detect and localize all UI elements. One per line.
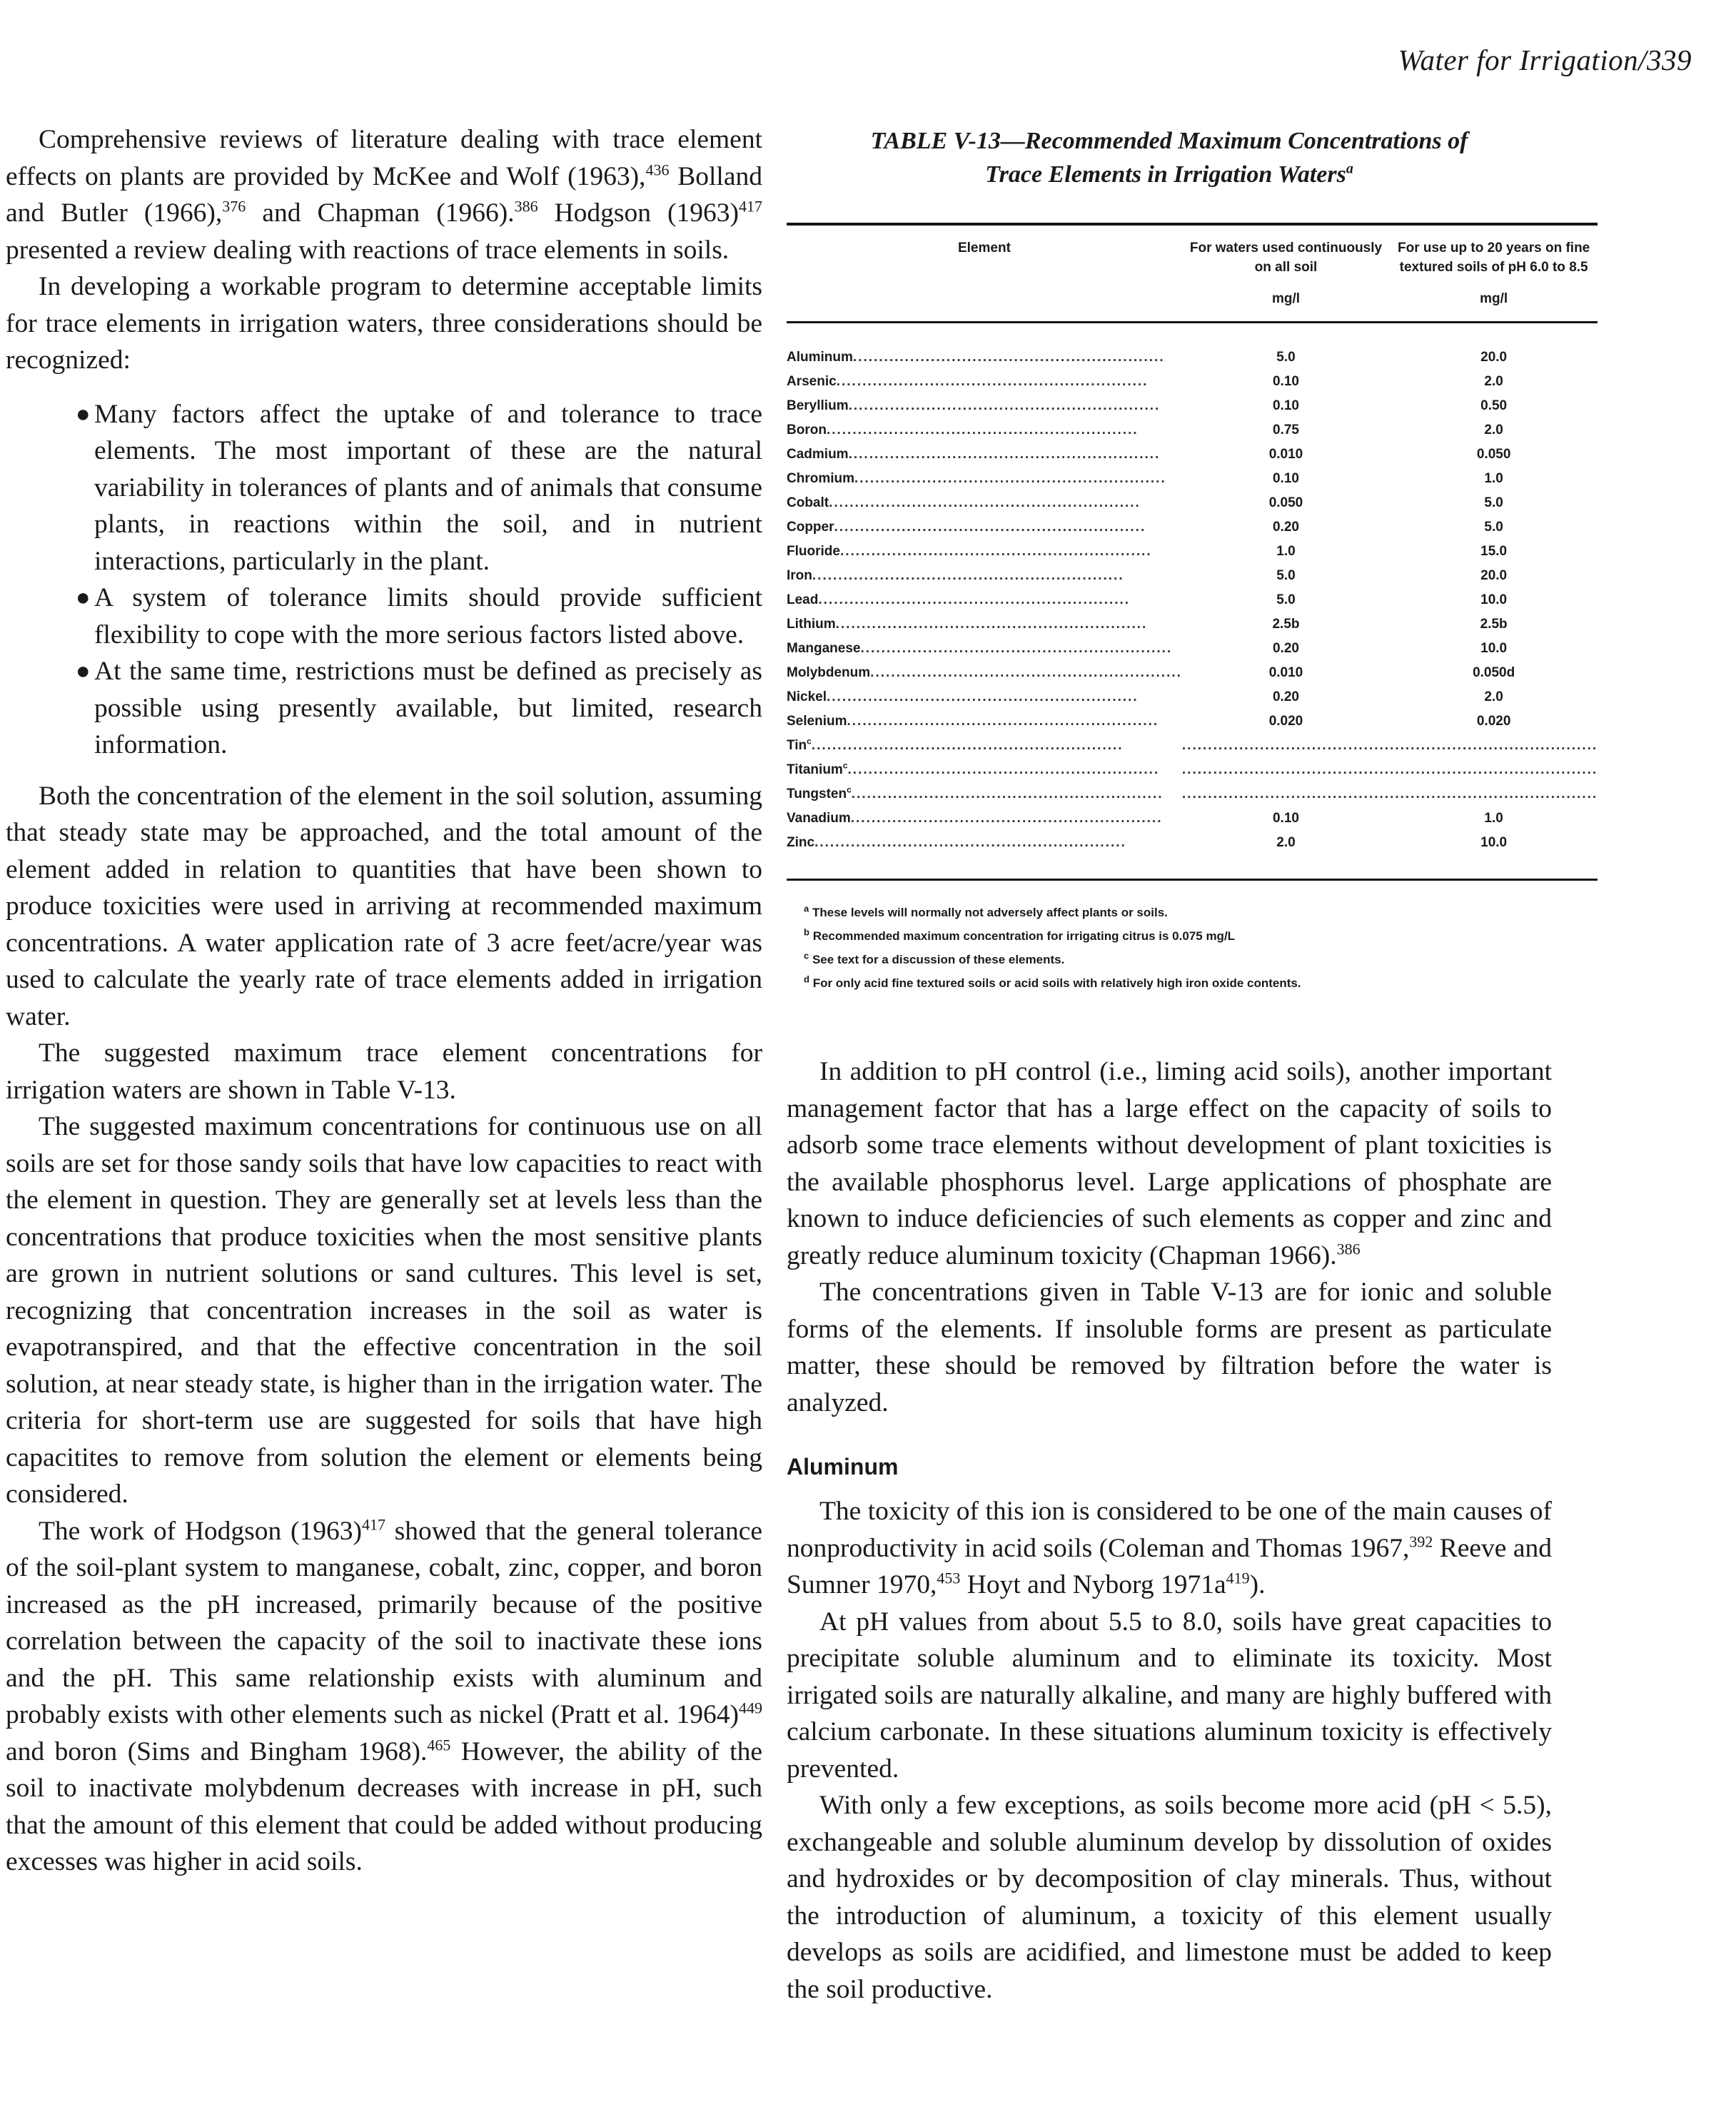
continuous-value-cell: 5.0 — [1276, 350, 1296, 365]
paragraph-concentration: Both the concentration of the element in the soil solution, assuming that steady state may be approached, and the total amount of the element added in relation to quantities that have been shown to produce toxicities were used in arriving at recommended maximum concentrations. A water application rate of 3 acre feet/acre/year was used to calculate the yearly rate of trace elements added in irrigation water. — [6, 781, 762, 1031]
footnote: $^d$ For only acid fine textured soils or acid soils with relatively high iron oxide contents. — [804, 974, 1301, 990]
unit-label: mg/l — [1390, 278, 1598, 323]
table-row — [787, 564, 1598, 588]
table-row — [787, 370, 1598, 394]
element-name-cell: Nickel............................................................ — [787, 689, 1139, 704]
bullet-icon: ● — [76, 585, 91, 611]
short-term-value-cell: 2.0 — [1484, 689, 1503, 704]
continuous-value-cell: ........................................ — [1181, 762, 1391, 777]
table-row — [787, 782, 1598, 806]
short-term-value-cell: 10.0 — [1480, 641, 1508, 656]
continuous-value-cell: 0.010 — [1268, 665, 1303, 680]
table-row — [787, 685, 1598, 709]
list-item: ● A system of tolerance limits should provide sufficient flexibility to cope with the more serious factors listed above. — [6, 580, 762, 653]
paragraph-ph-control: In addition to pH control (i.e., liming acid soils), another important management factor that has a large effect on the capacity of soils to adsorb some trace elements without development of plant toxicities is the available phosphorus level. Large applications of phosphate are known to induce deficiencies of such elements as copper and zinc and greatly reduce aluminum toxicity (Chapman 1966).$^{386}$ — [787, 1057, 1552, 1270]
element-name-cell: Lithium............................................................ — [787, 617, 1148, 632]
element-name-cell: Aluminum............................................................ — [787, 350, 1165, 365]
table-row — [787, 612, 1598, 637]
continuous-value-cell: 0.75 — [1272, 423, 1299, 438]
paragraph-acid-soils: With only a few exceptions, as soils become more acid (pH < 5.5), exchangeable and soluble aluminum develop by dissolution of oxides and hydroxides or by decomposition of clay minerals. Thus, without the introduction of aluminum, a toxicity of this element usually develops as soils are acidified, and limestone must be added to keep the soil productive. — [787, 1791, 1552, 2004]
table-row — [787, 418, 1598, 442]
short-term-value-cell: ........................................ — [1390, 787, 1598, 801]
table-row — [787, 515, 1598, 540]
continuous-value-cell: 0.20 — [1272, 641, 1299, 656]
footnote: $^a$ These levels will normally not adversely affect plants or soils. — [804, 903, 1168, 919]
element-name-cell: Copper............................................................ — [787, 520, 1146, 535]
continuous-value-cell: 0.20 — [1272, 520, 1299, 535]
short-term-value-cell: 2.0 — [1484, 374, 1503, 389]
element-name-cell: Molybdenum............................................................ — [787, 665, 1182, 680]
table-row — [787, 467, 1598, 491]
table-row — [787, 831, 1598, 880]
table-footnotes — [787, 901, 1552, 995]
paragraph-reviews: Comprehensive reviews of literature dealing with trace element effects on plants are provided by McKee and Wolf (1963),$^{436}$ Bolland and Butler (1966),$^{376}$ and Chapman (1966).$^{386}$ Hodgson $(1963)^{417}$ presented a review dealing with reactions of trace elements in soils. — [6, 125, 763, 265]
continuous-value-cell: 5.0 — [1276, 592, 1296, 607]
short-term-value-cell: 0.050d — [1473, 665, 1515, 680]
short-term-value-cell: 10.0 — [1390, 831, 1598, 880]
element-name-cell: Selenium............................................................ — [787, 714, 1159, 729]
paragraph-aluminum-toxicity: The toxicity of this ion is considered to be one of the main causes of nonproductivity in acid soils (Coleman and Thomas 1967,$^{392}$ Reeve and Sumner 1970,$^{453}$ Hoyt and Nyborg $1971a^{419}$). — [787, 1497, 1552, 1599]
short-term-value-cell: 0.020 — [1476, 714, 1511, 729]
table-row — [787, 442, 1598, 467]
table-row — [787, 758, 1598, 782]
element-name-cell: Lead............................................................ — [787, 592, 1131, 607]
short-term-value-cell: 20.0 — [1480, 350, 1508, 365]
element-name-cell: Vanadium............................................................ — [787, 811, 1163, 826]
short-term-value-cell: ........................................ — [1390, 762, 1598, 777]
short-term-value-cell: 5.0 — [1484, 495, 1503, 510]
element-name-cell: Titanium$^c$............................................................ — [787, 760, 1160, 777]
element-name-cell: Fluoride............................................................ — [787, 544, 1152, 559]
continuous-value-cell: ........................................ — [1181, 738, 1391, 753]
paragraph-ionic-forms: The concentrations given in Table V-13 are for ionic and soluble forms of the elements. If insoluble forms are present as particulate matter, these should be removed by filtration before the water is analyzed. — [787, 1278, 1552, 1417]
continuous-value-cell: 0.20 — [1272, 689, 1299, 704]
list-item: ● Many factors affect the uptake of and tolerance to trace elements. The most important of these are the natural variability in tolerances of plants and of animals that consume plants, in reactions within the soil, and in nutrient interactions, particularly in the plant. — [6, 396, 762, 580]
short-term-value-cell: 0.050 — [1476, 447, 1511, 462]
column-header-element: Element — [787, 224, 1182, 278]
element-name-cell: Beryllium............................................................ — [787, 398, 1161, 413]
short-term-value-cell: 2.0 — [1484, 423, 1503, 438]
continuous-value-cell: 2.5b — [1272, 617, 1300, 632]
table-row — [787, 588, 1598, 612]
short-term-value-cell: 0.50 — [1480, 398, 1508, 413]
paragraph-continuous-use: The suggested maximum concentrations for continuous use on all soils are set for those sandy soils that have low capacities to react with the element in question. They are generally set at levels less than the concentrations that produce toxicities when the most sensitive plants are grown in nutrient solutions or sand cultures. This level is set, recognizing that concentration increases in the soil as water is evapotranspired, and that the effective concentration in the soil solution, at near steady state, is higher than in the irrigation water. The criteria for short-term use are suggested for soils that have high capacitites to remove from solution the element or elements being considered. — [6, 1112, 762, 1509]
short-term-value-cell: 2.5b — [1480, 617, 1508, 632]
section-heading-aluminum: Aluminum — [787, 1454, 899, 1480]
bullet-icon: ● — [76, 400, 91, 428]
short-term-value-cell: 1.0 — [1484, 811, 1503, 826]
considerations-list — [6, 396, 762, 764]
element-name-cell: Boron............................................................ — [787, 423, 1139, 438]
running-head: Water for Irrigation/339 — [1398, 44, 1692, 76]
paragraph-hodgson: The work of Hodgson $(1963)^{417}$ showed that the general tolerance of the soil-plant system to manganese, cobalt, zinc, copper, and boron increased as the pH increased, primarily because of the positive correlation between the capacity of the soil to inactivate these ions and the pH. This same relationship exists with aluminum and probably exists with other elements such as nickel (Pratt et al. 1964)$^{449}$ and boron (Sims and Bingham 1968).$^{465}$ However, the ability of the soil to inactivate molybdenum decreases with increase in pH, such that the amount of this element that could be added without producing excesses was higher in acid soils. — [6, 1515, 762, 1876]
column-header-short-term: For use up to 20 years on fine textured soils of pH 6.0 to 8.5 — [1390, 224, 1598, 278]
continuous-value-cell: 0.10 — [1272, 811, 1299, 826]
element-name-cell: Chromium............................................................ — [787, 471, 1166, 486]
table-row — [787, 540, 1598, 564]
footnote: $^c$ See text for a discussion of these elements. — [804, 950, 1065, 966]
element-name-cell: Manganese............................................................ — [787, 641, 1173, 656]
short-term-value-cell: 20.0 — [1480, 568, 1508, 583]
paragraph-ph-values: At pH values from about 5.5 to 8.0, soils have great capacities to precipitate soluble aluminum and to eliminate its toxicity. Most irrigated soils are naturally alkaline, and many are highly buffered with calcium carbonate. In these situations aluminum toxicity is effectively prevented. — [787, 1607, 1552, 1784]
table-row — [787, 709, 1598, 734]
continuous-value-cell: 0.010 — [1268, 447, 1303, 462]
list-item: ● At the same time, restrictions must be defined as precisely as possible using presently available, but limited, research information. — [6, 653, 762, 764]
left-column — [6, 121, 762, 1881]
table-row — [787, 637, 1598, 661]
element-name-cell: Cadmium............................................................ — [787, 447, 1161, 462]
column-header-continuous: For waters used continuously on all soil — [1182, 224, 1390, 278]
trace-elements-table — [787, 223, 1598, 881]
table-row — [787, 323, 1598, 370]
bullet-icon: ● — [76, 658, 91, 684]
paragraph-suggested: The suggested maximum trace element concentrations for irrigation waters are shown in Table V-13. — [6, 1038, 762, 1105]
paragraph-considerations: In developing a workable program to determine acceptable limits for trace elements in irrigation waters, three considerations should be recognized: — [6, 272, 762, 375]
continuous-value-cell: 5.0 — [1276, 568, 1296, 583]
table-caption: TABLE V-13—Recommended Maximum Concentrations of Trace Elements in Irrigation Waters$^a$ — [870, 128, 1468, 188]
element-name-cell: Iron............................................................ — [787, 568, 1124, 583]
short-term-value-cell: ........................................ — [1390, 738, 1598, 753]
element-name-cell: Tungsten$^c$............................................................ — [787, 784, 1164, 801]
continuous-value-cell: 2.0 — [1182, 831, 1390, 880]
element-name-cell: Zinc............................................................ — [787, 831, 1182, 880]
continuous-value-cell: 1.0 — [1276, 544, 1296, 559]
right-column — [787, 121, 1598, 2008]
short-term-value-cell: 10.0 — [1480, 592, 1508, 607]
element-name-cell: Arsenic............................................................ — [787, 374, 1149, 389]
table-row — [787, 491, 1598, 515]
continuous-value-cell: ........................................ — [1181, 787, 1391, 801]
continuous-value-cell: 0.050 — [1268, 495, 1303, 510]
continuous-value-cell: 0.020 — [1268, 714, 1303, 729]
table-row — [787, 661, 1598, 685]
table-row — [787, 394, 1598, 418]
element-name-cell: Tin$^c$............................................................ — [787, 736, 1124, 753]
element-name-cell: Cobalt............................................................ — [787, 495, 1141, 510]
table-row — [787, 734, 1598, 758]
unit-label: mg/l — [1182, 278, 1390, 323]
short-term-value-cell: 1.0 — [1484, 471, 1503, 486]
continuous-value-cell: 0.10 — [1272, 471, 1299, 486]
short-term-value-cell: 15.0 — [1480, 544, 1508, 559]
table-row — [787, 806, 1598, 831]
continuous-value-cell: 0.10 — [1272, 398, 1299, 413]
footnote: $^b$ Recommended maximum concentration for irrigating citrus is 0.075 mg/L — [804, 926, 1236, 943]
short-term-value-cell: 5.0 — [1484, 520, 1503, 535]
continuous-value-cell: 0.10 — [1272, 374, 1299, 389]
